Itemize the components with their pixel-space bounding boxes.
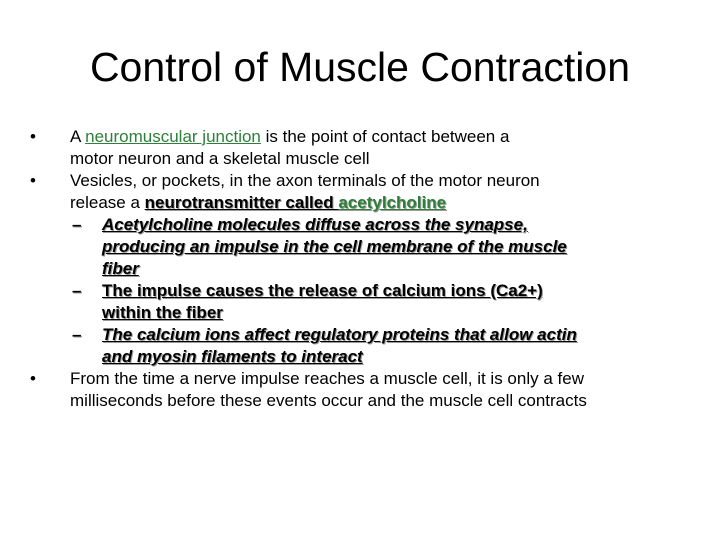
bullet-1 xyxy=(30,126,700,170)
bullet-2 xyxy=(30,170,700,214)
bullet-3-line-1: From the time a nerve impulse reaches a muscle cell, it is only a few xyxy=(70,369,584,388)
slide-title: Control of Muscle Contraction xyxy=(89,44,631,90)
dash-marker: – xyxy=(72,325,82,344)
sub-bullet-3-line-1: The calcium ions affect regulatory proteins that allow actin xyxy=(102,325,577,344)
bullet-marker: • xyxy=(30,127,36,146)
dash-marker: – xyxy=(72,215,82,234)
bullet-1-line-2: motor neuron and a skeletal muscle cell xyxy=(70,149,370,168)
bullet-3 xyxy=(30,368,700,412)
sub-bullet-2-line-1: The impulse causes the release of calcium ions (Ca2+) xyxy=(102,281,543,300)
sub-bullet-2 xyxy=(30,280,700,324)
acetylcholine-link[interactable]: acetylcholine xyxy=(338,193,447,212)
bullet-2-line-2 xyxy=(70,192,700,214)
sub-bullet-1-line-2: producing an impulse in the cell membrane of the muscle xyxy=(102,237,567,256)
sub-bullet-3-line-2: and myosin filaments to interact xyxy=(102,347,363,366)
neuromuscular-junction-link[interactable]: neuromuscular junction xyxy=(85,127,261,146)
sub-bullet-2-line-2: within the fiber xyxy=(102,303,223,322)
bullet-1-line-1 xyxy=(70,126,700,148)
slide-content xyxy=(30,126,700,412)
sub-bullet-1-line-3: fiber xyxy=(102,259,139,278)
bullet-2-line-1: Vesicles, or pockets, in the axon terminals of the motor neuron xyxy=(70,171,540,190)
sub-bullet-1 xyxy=(30,214,700,280)
bullet-3-line-2: milliseconds before these events occur and the muscle cell contracts xyxy=(70,391,587,410)
sub-bullet-1-line-1: Acetylcholine molecules diffuse across the synapse, xyxy=(102,215,528,234)
bullet-2-pre: release a xyxy=(70,193,145,212)
bullet-marker: • xyxy=(30,171,36,190)
bullet-1-pre: A xyxy=(70,127,86,146)
sub-bullet-3 xyxy=(30,324,700,368)
bullet-marker: • xyxy=(30,369,36,388)
dash-marker: – xyxy=(72,281,82,300)
bullet-1-post: is the point of contact between a xyxy=(260,127,510,146)
neurotransmitter-phrase: neurotransmitter called xyxy=(144,193,339,212)
